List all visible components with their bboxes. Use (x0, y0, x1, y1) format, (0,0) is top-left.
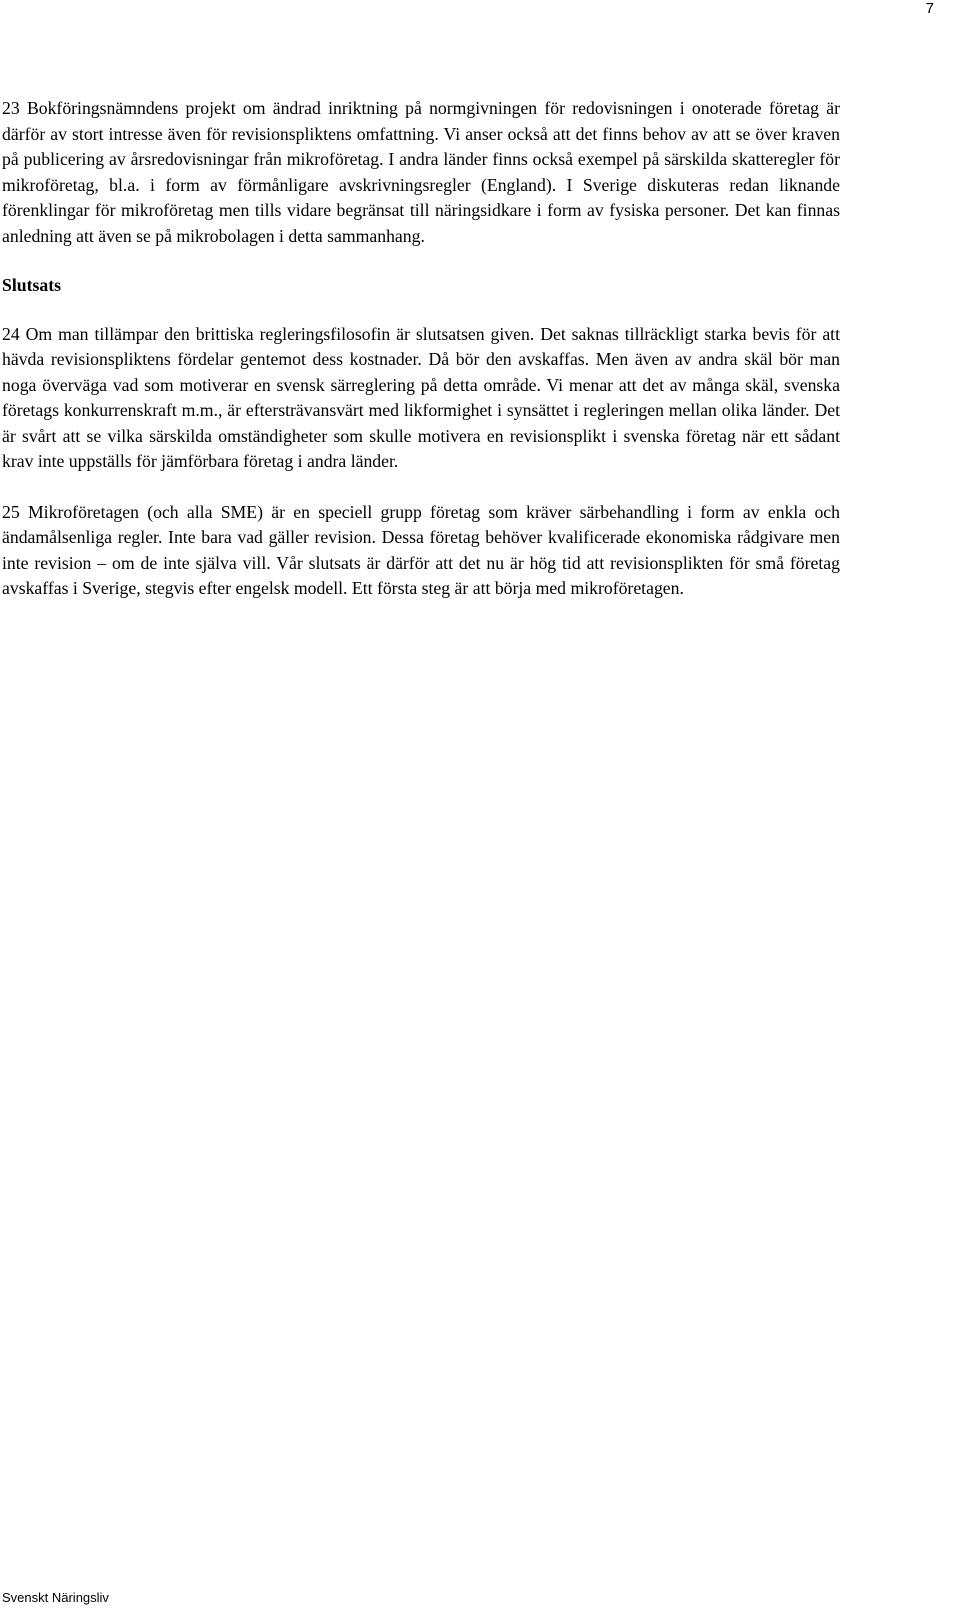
paragraph-24: 24 Om man tillämpar den brittiska regleringsfilosofin är slutsatsen given. Det saknas tillräckligt starka bevis för att hävda revisionspliktens fördelar gentemot dess kostnader. Då bör den avskaffas. Men även av andra skäl bör man noga överväga vad som motiverar en svensk särreglering på detta område. Vi menar att det av många skäl, svenska företags konkurrenskraft m.m., är eftersträvansvärt med likformighet i synsättet i regleringen mellan olika länder. Det är svårt att se vilka särskilda omständigheter som skulle motivera en revisionsplikt i svenska företag när ett sådant krav inte uppställs för jämförbara företag i andra länder. (2, 323, 840, 471)
document-body (2, 96, 840, 602)
page-number: 7 (925, 0, 934, 17)
section-heading-slutsats: Slutsats (2, 275, 61, 295)
paragraph-23: 23 Bokföringsnämndens projekt om ändrad inriktning på normgivningen för redovisningen i onoterade företag är därför av stort intresse även för revisionspliktens omfattning. Vi anser också att det finns behov av att se över kraven på publicering av årsredovisningar från mikroföretag. I andra länder finns också exempel på särskilda skatteregler för mikroföretag, bl.a. i form av förmånligare avskrivningsregler (England). I Sverige diskuteras redan liknande förenklingar för mikroföretag men tills vidare begränsat till näringsidkare i form av fysiska personer. Det kan finnas anledning att även se på mikrobolagen i detta sammanhang. (2, 98, 840, 246)
page-footer: Svenskt Näringsliv (2, 1590, 109, 1605)
paragraph-25: 25 Mikroföretagen (och alla SME) är en speciell grupp företag som kräver särbehandling i form av enkla och ändamålsenliga regler. Inte bara vad gäller revision. Dessa företag behöver kvalificerade ekonomiska rådgivare men inte revision – om de inte själva vill. Vår slutsats är därför att det nu är hög tid att revisionsplikten för små företag avskaffas i Sverige, stegvis efter engelsk modell. Ett första steg är att börja med mikroföretagen. (2, 501, 840, 598)
